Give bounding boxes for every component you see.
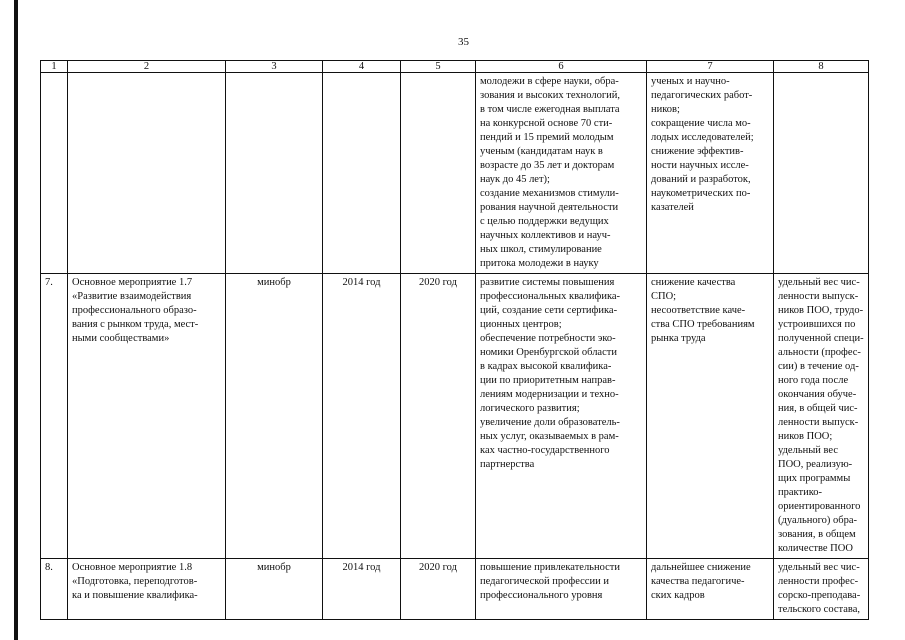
text-line: ленности профес-: [778, 576, 859, 587]
text-line: СПО;: [651, 291, 677, 302]
text-line: профессиональных квалифика-: [480, 291, 621, 302]
text-line: в том числе ежегодная выплата: [480, 104, 620, 115]
start-year-cell: 2014 год: [323, 274, 401, 559]
text-line: ПОО, реализую-: [778, 459, 853, 470]
page-number: 35: [458, 36, 469, 48]
indicators-cell: [774, 559, 869, 620]
header-cell-2: 2: [68, 61, 226, 73]
text-line: практико-: [778, 487, 823, 498]
text-line: «Подготовка, переподготов-: [72, 576, 198, 587]
text-line: ния, в общей чис-: [778, 403, 858, 414]
header-cell-1: 1: [41, 61, 68, 73]
text-line: логического развития;: [480, 403, 580, 414]
text-line: ности научных иссле-: [651, 160, 749, 171]
text-line: ников ПОО, трудо-: [778, 305, 864, 316]
text-line: зования, в общем: [778, 529, 856, 540]
text-line: наукометрических по-: [651, 188, 751, 199]
text-line: педагогических работ-: [651, 90, 753, 101]
text-line: ного года после: [778, 375, 849, 386]
text-line: казателей: [651, 202, 694, 213]
event-name-cell: [68, 73, 226, 274]
header-cell-5: 5: [401, 61, 476, 73]
measures-table: [40, 60, 869, 620]
text-line: профессионального образо-: [72, 305, 197, 316]
text-line: дальнейшее снижение: [651, 562, 751, 573]
text-line: номики Оренбургской области: [480, 347, 617, 358]
event-name-cell: [68, 559, 226, 620]
executor-cell: минобр: [226, 559, 323, 620]
text-line: ленности выпуск-: [778, 291, 859, 302]
expected-result-cell: [476, 274, 647, 559]
header-cell-6: 6: [476, 61, 647, 73]
row-number: [41, 73, 68, 274]
text-line: ных услуг, оказываемых в рам-: [480, 431, 619, 442]
text-line: ства СПО требованиям: [651, 319, 755, 330]
header-row: [41, 61, 869, 73]
text-line: ных школ, стимулирование: [480, 244, 602, 255]
text-line: «Развитие взаимодействия: [72, 291, 192, 302]
consequences-cell: [647, 559, 774, 620]
row-number: 7.: [41, 274, 68, 559]
text-line: альности (профес-: [778, 347, 861, 358]
text-line: (дуального) обра-: [778, 515, 858, 526]
binding-edge: [14, 0, 18, 640]
text-line: развитие системы повышения: [480, 277, 615, 288]
end-year-cell: [401, 73, 476, 274]
header-cell-3: 3: [226, 61, 323, 73]
text-line: молодежи в сфере науки, обра-: [480, 76, 619, 87]
text-line: ленности выпуск-: [778, 417, 859, 428]
text-line: вания с рынком труда, мест-: [72, 319, 199, 330]
text-line: ционных центров;: [480, 319, 562, 330]
text-line: щих программы: [778, 473, 851, 484]
text-line: снижение эффектив-: [651, 146, 744, 157]
executor-cell: минобр: [226, 274, 323, 559]
text-line: зования и высоких технологий,: [480, 90, 621, 101]
table-row-7: [41, 274, 869, 559]
text-line: снижение качества: [651, 277, 736, 288]
indicators-cell: [774, 73, 869, 274]
text-line: научных коллективов и науч-: [480, 230, 611, 241]
text-line: профессионального уровня: [480, 590, 603, 601]
text-line: рования научной деятельности: [480, 202, 619, 213]
text-line: наук до 45 лет);: [480, 174, 550, 185]
text-line: притока молодежи в науку: [480, 258, 599, 269]
text-line: сокращение числа мо-: [651, 118, 751, 129]
text-line: лодых исследователей;: [651, 132, 754, 143]
text-line: ученых и научно-: [651, 76, 730, 87]
text-line: удельный вес чис-: [778, 562, 860, 573]
text-line: обеспечение потребности эко-: [480, 333, 616, 344]
end-year-cell: 2020 год: [401, 559, 476, 620]
indicators-cell: [774, 274, 869, 559]
text-line: Основное мероприятие 1.7: [72, 277, 193, 288]
event-name-cell: [68, 274, 226, 559]
text-line: ции по приоритетным направ-: [480, 375, 616, 386]
text-line: ными сообществами»: [72, 333, 170, 344]
text-line: ученым (кандидатам наук в: [480, 146, 603, 157]
executor-cell: [226, 73, 323, 274]
text-line: с целью поддержки ведущих: [480, 216, 609, 227]
text-line: ников;: [651, 104, 680, 115]
text-line: лениям модернизации и техно-: [480, 389, 619, 400]
text-line: несоответствие каче-: [651, 305, 746, 316]
end-year-cell: 2020 год: [401, 274, 476, 559]
consequences-cell: [647, 274, 774, 559]
text-line: ций, создание сети сертифика-: [480, 305, 618, 316]
text-line: возрасте до 35 лет и докторам: [480, 160, 615, 171]
text-line: сорско-преподава-: [778, 590, 861, 601]
text-line: повышение привлекательности: [480, 562, 620, 573]
expected-result-cell: [476, 559, 647, 620]
table-row-8: [41, 559, 869, 620]
text-line: тельского состава,: [778, 604, 860, 615]
text-line: ориентированного: [778, 501, 861, 512]
expected-result-cell: [476, 73, 647, 274]
text-line: сии) в течение од-: [778, 361, 859, 372]
header-cell-7: 7: [647, 61, 774, 73]
table-row-continuation: [41, 73, 869, 274]
text-line: дований и разработок,: [651, 174, 751, 185]
start-year-cell: [323, 73, 401, 274]
text-line: окончания обуче-: [778, 389, 857, 400]
text-line: полученной специ-: [778, 333, 864, 344]
text-line: партнерства: [480, 459, 535, 470]
header-cell-8: 8: [774, 61, 869, 73]
row-number: 8.: [41, 559, 68, 620]
text-line: на конкурсной основе 70 сти-: [480, 118, 613, 129]
start-year-cell: 2014 год: [323, 559, 401, 620]
text-line: удельный вес: [778, 445, 839, 456]
text-line: пендий и 15 премий молодым: [480, 132, 614, 143]
text-line: ников ПОО;: [778, 431, 833, 442]
text-line: удельный вес чис-: [778, 277, 860, 288]
header-cell-4: 4: [323, 61, 401, 73]
text-line: создание механизмов стимули-: [480, 188, 619, 199]
text-line: увеличение доли образователь-: [480, 417, 620, 428]
text-line: устроившихся по: [778, 319, 856, 330]
text-line: ских кадров: [651, 590, 705, 601]
text-line: педагогической профессии и: [480, 576, 609, 587]
text-line: рынка труда: [651, 333, 706, 344]
text-line: ках частно-государственного: [480, 445, 610, 456]
text-line: качества педагогиче-: [651, 576, 745, 587]
text-line: ка и повышение квалифика-: [72, 590, 198, 601]
consequences-cell: [647, 73, 774, 274]
text-line: в кадрах высокой квалифика-: [480, 361, 612, 372]
text-line: количестве ПОО: [778, 543, 853, 554]
text-line: Основное мероприятие 1.8: [72, 562, 193, 573]
